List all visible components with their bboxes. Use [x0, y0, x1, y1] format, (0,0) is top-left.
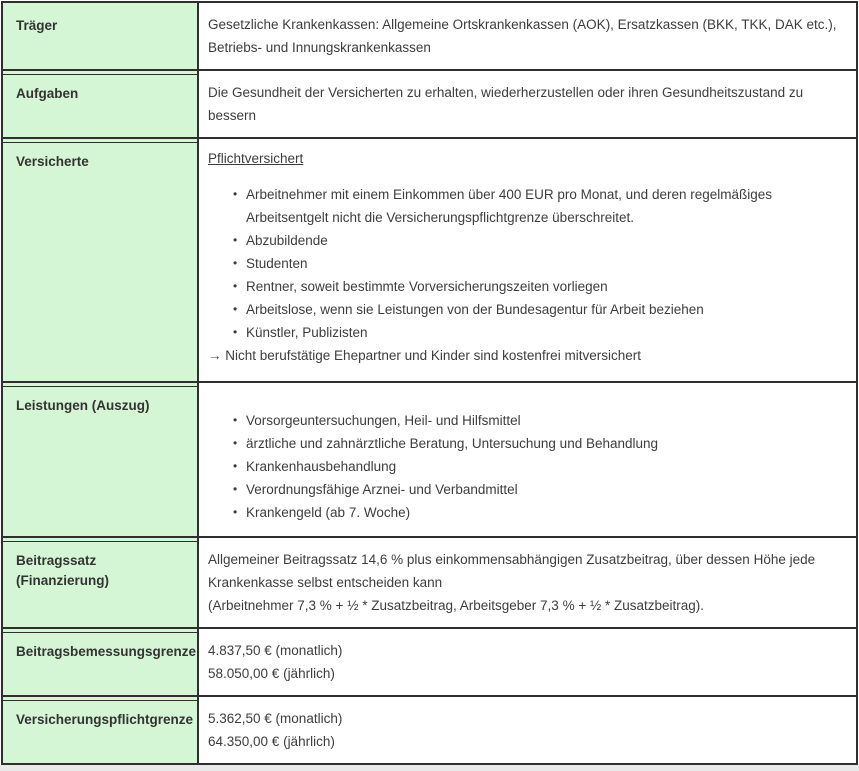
list-item: • Arbeitnehmer mit einem Einkommen über 400 EUR pro Monat, und deren regelmäßiges Arbeitsentgelt nicht die Versicherungspflichtgrenze überschreitet.	[246, 183, 841, 229]
row-label-cell	[3, 697, 199, 763]
health-insurance-table	[1, 1, 858, 765]
table-row-versicherungspflichtgrenze	[3, 695, 856, 763]
row-label: Träger	[16, 18, 58, 33]
table-row-aufgaben	[3, 69, 856, 137]
row-label-cell	[3, 3, 199, 69]
row-label-cell	[3, 139, 199, 381]
row-label-cell	[3, 538, 199, 627]
list-item: • ärztliche und zahnärztliche Beratung, Untersuchung und Behandlung	[246, 432, 841, 455]
row-label-cell	[3, 629, 199, 695]
table-row-traeger	[3, 3, 856, 69]
row-label: Beitragssatz (Finanzierung)	[16, 553, 109, 588]
row-label: Versicherte	[16, 154, 89, 169]
row-label: Beitragsbemessungsgrenze	[16, 644, 197, 659]
amount-yearly: 64.350,00 € (jährlich)	[208, 734, 335, 749]
amount-monthly: 5.362,50 € (monatlich)	[208, 711, 343, 726]
row-label: Versicherungspflichtgrenze	[16, 712, 194, 727]
row-label: Leistungen (Auszug)	[16, 398, 150, 413]
row-content-cell	[199, 3, 856, 69]
pflichtversichert-heading: Pflichtversichert	[208, 151, 304, 166]
row-content-cell	[199, 697, 856, 763]
amount-monthly: 4.837,50 € (monatlich)	[208, 643, 343, 658]
list-item: • Arbeitslose, wenn sie Leistungen von der Bundesagentur für Arbeit beziehen	[246, 298, 841, 321]
row-label: Aufgaben	[16, 86, 79, 101]
list-item: • Krankenhausbehandlung	[246, 455, 841, 478]
table-row-beitragssatz	[3, 536, 856, 627]
page-footer-strip	[0, 765, 859, 771]
list-item: • Krankengeld (ab 7. Woche)	[246, 501, 841, 524]
content-subtext: (Arbeitnehmer 7,3 % + ½ * Zusatzbeitrag, Arbeitsgeber 7,3 % + ½ * Zusatzbeitrag).	[208, 598, 705, 613]
table-row-versicherte	[3, 137, 856, 381]
row-content-cell	[199, 629, 856, 695]
row-content-cell	[199, 383, 856, 536]
row-content-cell	[199, 139, 856, 381]
list-item: • Rentner, soweit bestimmte Vorversicherungszeiten vorliegen	[246, 275, 841, 298]
list-item: • Vorsorgeuntersuchungen, Heil- und Hilfsmittel	[246, 409, 841, 432]
list-item: • Abzubildende	[246, 229, 841, 252]
note-text: → Nicht berufstätige Ehepartner und Kinder sind kostenfrei mitversichert	[208, 348, 641, 363]
list-item: • Studenten	[246, 252, 841, 275]
bullet-list	[208, 409, 841, 524]
amount-yearly: 58.050,00 € (jährlich)	[208, 666, 335, 681]
list-item: • Künstler, Publizisten	[246, 321, 841, 344]
content-text: Gesetzliche Krankenkassen: Allgemeine Ortskrankenkassen (AOK), Ersatzkassen (BKK, TKK, DAK etc.), Betriebs- und Innungskrankenkassen	[208, 17, 837, 55]
row-label-cell	[3, 383, 199, 536]
row-content-cell	[199, 71, 856, 137]
table-row-leistungen	[3, 381, 856, 536]
table-row-beitragsbemessungsgrenze	[3, 627, 856, 695]
list-item: • Verordnungsfähige Arznei- und Verbandmittel	[246, 478, 841, 501]
content-text: Die Gesundheit der Versicherten zu erhalten, wiederherzustellen oder ihren Gesundheitszustand zu bessern	[208, 85, 804, 123]
row-label-cell	[3, 71, 199, 137]
content-text: Allgemeiner Beitragssatz 14,6 % plus einkommensabhängigen Zusatzbeitrag, über dessen Höhe jede Krankenkasse selbst entscheiden kann	[208, 552, 816, 590]
bullet-list	[208, 183, 841, 344]
row-content-cell	[199, 538, 856, 627]
